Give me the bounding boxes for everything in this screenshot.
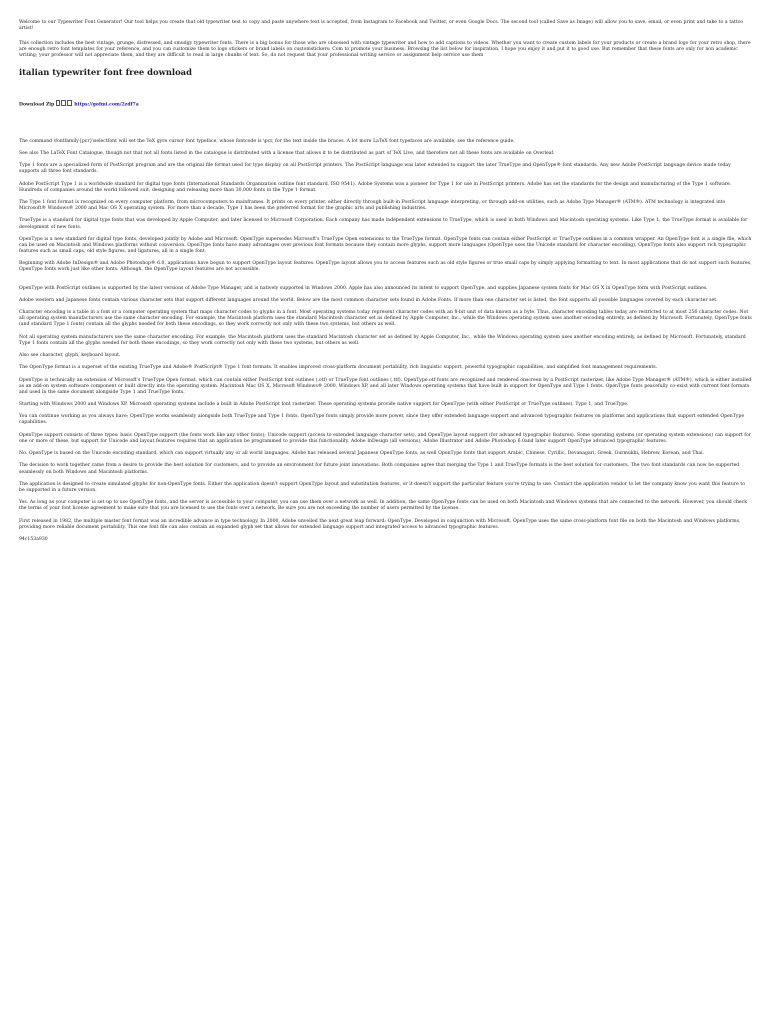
content-section-a	[19, 139, 752, 274]
content-paragraph: OpenType is technically an extension of Microsoft's TrueType Open format, which can contain either PostScript font outlines (.otf) or TrueType font outlines (.ttf). OpenType.otf fonts are recognized and rendered onscreen by a PostScript rasterizer, like Adobe Type Manager® (ATM®), which is either installed as an add-on system software component or built directly into the operating system. Macintosh Mac OS X, Microsoft Windows® 2000, Windows XP, and all later Windows operating systems that have built in support for OpenType and Type 1 fonts. OpenType fonts peacefully co-exist with current font formats and used in the same document alongside Type 1 and TrueType fonts.	[19, 377, 752, 395]
content-paragraph: The OpenType format is a superset of the existing TrueType and Adobe® PostScript® Type 1 font formats. It enables improved cross-platform document portability, rich linguistic support, powerful typographic capabilities, and simplified font management requirements.	[19, 365, 658, 371]
content-paragraph: OpenType support consists of three types: basic OpenType support (the fonts work like any other fonts); Unicode support (access to extended language character sets), and OpenType layout support (for advanced typographic features). Some operating systems (or operating system extensions) can support for one or more of these, but support for Unicode and layout features requires that an application be programmed to provide this functionality. Adobe InDesign (all versions), Adobe Illustrator and Adobe Photoshop 6.0and later support OpenType advanced typographic features.	[19, 432, 751, 444]
content-paragraph: No. OpenType is based on the Unicode encoding standard, which can support virtually any or all world languages. Adobe has released several Japanese OpenType fonts, as well OpenType fonts that support Arabic, Chinese, Cyrillic, Devanagari, Greek, Gurmukhi, Hebrew, Korean, and Thai.	[19, 451, 705, 457]
intro-paragraph: Welcome to our Typewriter Font Generator! Our tool helps you create that old typewriter text to copy and paste anywhere text is accepted, from Instagram to Facebook and Twitter, or even Google Docs. The second tool (called Save as Image) will allow you to save, email, or even print and take to a tattoo artist!	[19, 20, 744, 32]
content-paragraph: Adobe western and Japanese fonts contain various character sets that support different languages around the world. Below are the most common character sets found in Adobe Fonts. If more than one character set is listed, the font supports all possible languages covered by each character set.	[19, 297, 718, 303]
download-icons	[56, 103, 74, 108]
content-paragraph: Starting with Windows 2000 and Windows XP, Microsoft operating systems include a built in Adobe PostScript font rasterizer. These operating systems provide native support for OpenType (with either PostScript or TrueType outlines), Type 1, and TrueType.	[19, 402, 629, 408]
download-link[interactable]: https://gofmi.com/2zdf7a	[74, 102, 139, 108]
placeholder-glyph-icon	[67, 100, 72, 106]
content-paragraph: Character encoding is a table in a font or a computer operating system that maps character codes to glyphs in a font. Most operating systems today represent character codes with an 8-bit unit of data known as a byte. Thus, character encoding tables today are restricted to at most 256 character codes. Not all operating system manufacturers use the same character encoding. For example, the Macintosh platform uses the standard Macintosh character set as defined by Apple Computer, Inc., while the Windows operating system uses another encoding entirely, as defined by Microsoft. Fortunately, OpenType fonts (and standard Type 1 fonts) contain all the glyphs needed for both these encodings, so they work correctly not only with these two systems, but others as well.	[19, 310, 752, 328]
content-paragraph: Not all operating system manufacturers use the same character encoding. For example, the Macintosh platform uses the standard Macintosh character set as defined by Apple Computer, Inc., while the Windows operating system uses another encoding entirely, as defined by Microsoft. Fortunately, standard Type 1 fonts contain all the glyphs needed for both these encodings, so they work correctly not only with these two systems, but others as well.	[19, 334, 746, 346]
content-paragraph: OpenType with PostScript outlines is supported by the latest versions of Adobe Type Manager, and is natively supported in Windows 2000. Apple has also announced its intent to support OpenType, and supplies Japanese system fonts for Mac OS X in OpenType form with PostScript outlines.	[19, 285, 708, 291]
content-paragraph: You can continue working as you always have; OpenType works seamlessly alongside both TrueType and Type 1 fonts. OpenType fonts simply provide more power, since they offer extended language support and advanced typographic features on platforms and applications that support extended OpenType capabilities.	[19, 414, 745, 426]
content-paragraph: The application is designed to create simulated glyphs for non-OpenType fonts. Either the application doesn't support OpenType layout and substitution features, or it doesn't support the particular feature you're trying to use. Contact the application vendor to let the company know you want this feature to be supported in a future version.	[19, 481, 746, 493]
content-paragraph: Type 1 fonts are a specialized form of PostScript program and are the original file format used for type display on all PostScript printers. The PostScript language was later extended to support the later TrueType and OpenType® font standards. Any new Adobe PostScript language device made today supports all three font standards.	[19, 163, 731, 175]
content-section-b	[19, 286, 752, 531]
content-paragraph: Beginning with Adobe InDesign® and Adobe Photoshop® 6.0, applications have begun to support OpenType layout features. OpenType layout allows you to access features such as old style figures or true small caps by simply applying formatting to text. In most applications that do not support such features, OpenType fonts work just like other fonts. Although, the OpenType layout features are not accessible.	[19, 261, 752, 273]
content-paragraph: First released in 1982, the multiple master font format was an incredible advance in type technology. In 2000, Adobe unveiled the next great leap forward: OpenType. Developed in conjunction with Microsoft, OpenType uses the same cross-platform font file on both the Macintosh and Windows platforms, providing more reliable document portability. This one font file can also contain an expanded glyph set that allows for extended language support and integrated access to advanced typographic features.	[19, 518, 741, 530]
content-paragraph: TrueType is a standard for digital type fonts that was developed by Apple Computer, and later licensed to Microsoft Corporation. Each company has made independent extensions to TrueType, which is used in both Windows and Macintosh operating systems. Like Type 1, the TrueType format is available for development of new fonts.	[19, 218, 748, 230]
footer-code: 94c153a930	[19, 536, 48, 542]
content-paragraph: Adobe PostScript Type 1 is a worldwide standard for digital type fonts (International Standards Organization outline font standard, ISO 9541). Adobe Systems was a pioneer for Type 1 for use in PostScript printers. Adobe has set the standards for the design and manufacturing of the Type 1 software. Hundreds of companies around the world followed suit, designing and releasing more than 30,000 fonts in the Type 1 format.	[19, 181, 732, 193]
placeholder-glyph-icon	[61, 100, 66, 106]
download-line	[19, 100, 752, 107]
download-label: Download Zip	[19, 102, 55, 108]
content-paragraph: Also see character, glyph, keyboard layout.	[19, 353, 121, 359]
content-paragraph: The command \fontfamily{pcr}\selectfont will set the TeX gyre cursor font typeface, whose fontcode is \pcr, for the text inside the braces. A lot more LaTeX font typefaces are available, see the reference guide.	[19, 138, 515, 144]
content-paragraph: The Type 1 font format is recognized on every computer platform, from microcomputers to mainframes. It prints on every printer, either directly through built-in PostScript language interpreting, or through add-on utilities, such as Adobe Type Manager® (ATM®). ATM technology is integrated into Microsoft® Windows® 2000 and Mac OS X operating system. For more than a decade, Type 1 has been the preferred format for the graphic arts and publishing industries.	[19, 200, 726, 212]
page-title: italian typewriter font free download	[19, 67, 192, 78]
content-paragraph: The decision to work together came from a desire to provide the best solution for customers, and to provide an environment for future joint innovations. Both companies agree that merging the Type 1 and TrueType formats is the best solution for customers. The two font standards can now be supported seamlessly on both Windows and Macintosh platforms.	[19, 463, 740, 475]
content-paragraph: OpenType is a new standard for digital type fonts, developed jointly by Adobe and Microsoft. OpenType supersedes Microsoft's TrueType Open extensions to the TrueType format. OpenType fonts can contain either PostScript or TrueType outlines in a common wrapper. An OpenType font is a single file, which can be used on Macintosh and Windows platforms without conversion. OpenType fonts have many advantages over previous font formats because they contain more glyphs, support more languages (OpenType uses the Unicode standard for character encoding), OpenType fonts also support rich typographic features such as small caps, old style figures, and ligatures, all in a single font.	[19, 236, 752, 255]
content-paragraph: Yes. As long as your computer is set up to use OpenType fonts, and the server is accessible to your computer, you can use them over a network as well. In addition, the same OpenType fonts can be used on both Macintosh and Windows systems that are connected to the network. However, you should check the terms of your font license agreement to make sure that you are licensed to use the fonts over a network. Be sure you are not exceeding the number of users permitted by the license.	[19, 500, 748, 512]
content-paragraph: See also The LaTeX Font Catalogue, though not that not all fonts listed in the catalogue is distributed with a license that allows it to be distributed as part of TeX Live, and therefore not all these fonts are available on Overleaf.	[19, 151, 555, 157]
intro-section	[19, 20, 752, 59]
intro-paragraph: This collection includes the best vintage, grunge, distressed, and smudgy typewriter fonts. There is a big bonus for those who are obsessed with vintage typewriter and how to add captions to videos. Whether you want to create custom labels for your products or create a brand logo for your retro shop, there are enough retro font templates for your reference, and you can customize them to logo stickers or brand labels on customstickers: Com to promote your business. Browsing the list below for inspiration, I hope you enjoy it and put it to good use. But remember that these fonts are only for non academic writing; your professor will not appreciate them, and they are difficult to read in large chunks of text. So, do not request that your professional writing service or assignment help service use them	[19, 40, 751, 58]
placeholder-glyph-icon	[56, 100, 61, 106]
